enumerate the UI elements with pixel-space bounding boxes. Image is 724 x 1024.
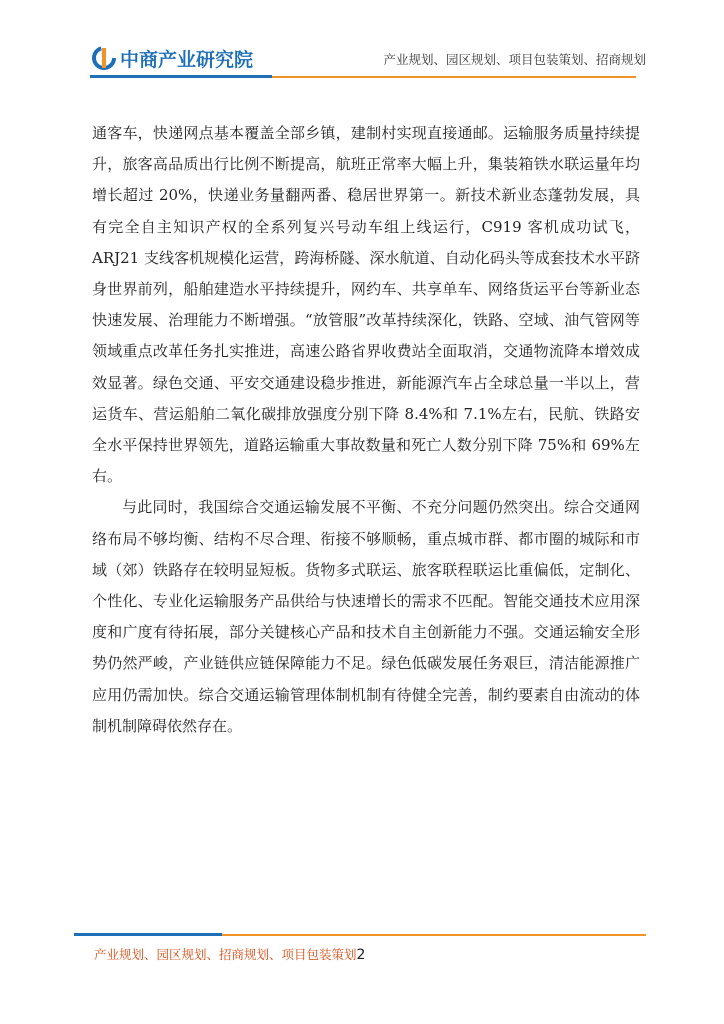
header-divider-orange bbox=[272, 76, 636, 78]
page-header bbox=[0, 0, 724, 80]
footer-divider-orange bbox=[222, 934, 646, 936]
footer-divider-blue bbox=[74, 933, 222, 936]
footer-tagline: 产业规划、园区规划、招商规划、项目包装策划 bbox=[94, 947, 357, 962]
paragraph-1: 通客车，快递网点基本覆盖全部乡镇，建制村实现直接通邮。运输服务质量持续提升，旅客高品质出行比例不断提高，航班正常率大幅上升，集装箱铁水联运量年均增长超过 20%，快递业务量翻两番、稳居世界第一。新技术新业态蓬勃发展，具有完全自主知识产权的全系列复兴号动车组上线运行，C919 客机成功试飞，ARJ21 支线客机规模化运营，跨海桥隧、深水航道、自动化码头等成套技术水平跻身世界前列，船舶建造水平持续提升，网约车、共享单车、网络货运平台等新业态快速发展、治理能力不断增强。“放管服”改革持续深化，铁路、空域、油气管网等领域重点改革任务扎实推进，高速公路省界收费站全面取消，交通物流降本增效成效显著。绿色交通、平安交通建设稳步推进，新能源汽车占全球总量一半以上，营运货车、营运船舶二氧化碳排放强度分别下降 8.4%和 7.1%左右，民航、铁路安全水平保持世界领先，道路运输重大事故数量和死亡人数分别下降 75%和 69%左右。 bbox=[92, 124, 640, 486]
page-footer bbox=[94, 945, 365, 963]
page-number: 2 bbox=[356, 947, 366, 963]
logo-text: 中商产业研究院 bbox=[120, 48, 254, 71]
header-divider-blue bbox=[90, 75, 272, 78]
paragraph-2: 与此同时，我国综合交通运输发展不平衡、不充分问题仍然突出。综合交通网络布局不够均衡、结构不尽合理、衔接不够顺畅，重点城市群、都市圈的城际和市域（郊）铁路存在较明显短板。货物多式联运、旅客联程联运比重偏低，定制化、个性化、专业化运输服务产品供给与快速增长的需求不匹配。智能交通技术应用深度和广度有待拓展，部分关键核心产品和技术自主创新能力不强。交通运输安全形势仍然严峻，产业链供应链保障能力不足。绿色低碳发展任务艰巨，清洁能源推广应用仍需加快。综合交通运输管理体制机制有待健全完善，制约要素自由流动的体制机制障碍依然存在。 bbox=[92, 498, 640, 735]
header-tagline: 产业规划、园区规划、项目包装策划、招商规划 bbox=[383, 52, 646, 67]
logo-mark-icon bbox=[92, 46, 116, 70]
document-body bbox=[92, 118, 640, 742]
company-logo bbox=[92, 43, 253, 73]
